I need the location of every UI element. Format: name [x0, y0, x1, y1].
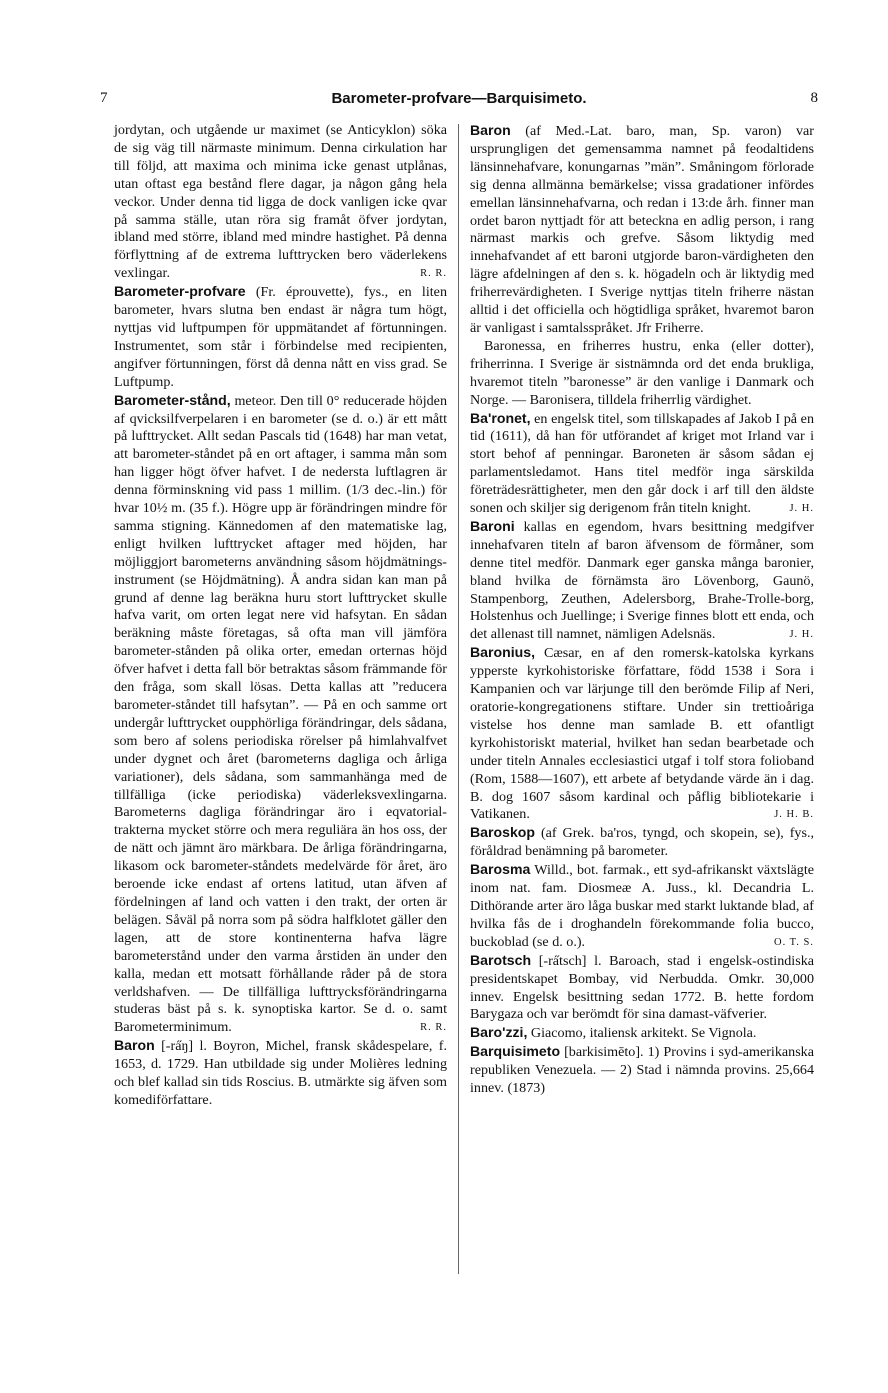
entry-paragraph [470, 122, 814, 338]
entry-paragraph [114, 392, 447, 1038]
entry-headword: Barotsch [470, 951, 532, 968]
right-page-number: 8 [810, 90, 818, 106]
author-signature: J. H. B. [774, 809, 814, 821]
entry-paragraph [114, 122, 447, 283]
entry-text: [-ra̋tsch] l. Baroach, stad i engelsk-ostindiska presidentskapet Bombay, vid Nerbudda. Omkr. 30,000 innev. Engelsk besittning sedan 1772. B. hette fordom Barygaza och var berömdt för sina damast-väfverier. [470, 952, 814, 1023]
entry-headword: Baroskop [470, 824, 536, 841]
entry-paragraph [470, 410, 814, 518]
page-header [100, 90, 818, 112]
entry-text: en engelsk titel, som tillskapades af Jakob I på en tid (1611), då han för utförandet af kriget mot Irland var i stort behof af penningar. Baroneten är såsom sådan ej parlamentsledamot. Hans titel medför inga särskilda företrädesrättigheter, men den går dock i arf till den äldste sonen och skiljer sig derigenom från titeln knight. [470, 410, 814, 517]
column-divider [458, 124, 459, 1274]
entry-paragraph [470, 644, 814, 824]
entry-paragraph [114, 283, 447, 391]
right-column [470, 122, 814, 1098]
author-signature: O. T. S. [774, 936, 814, 948]
entry-text: [barkisimēto]. 1) Provins i syd-amerikanska republiken Venezuela. — 2) Stad i nämnda provins. 25,664 innev. (1873) [470, 1044, 814, 1097]
entry-paragraph [470, 1024, 814, 1043]
entry-headword: Ba'ronet, [470, 409, 531, 426]
entry-paragraph [470, 861, 814, 952]
entry-headword: Baron [114, 1037, 155, 1054]
entry-paragraph [114, 1037, 447, 1110]
entry-text: kallas en egendom, hvars besittning medgifver innehafvaren titeln af baron äfvensom de förmåner, som denne titel medför. Danmark eger ganska många baronier, bland hvilka de förnämsta äro Lövenborg, Gaunö, Stampenborg, Zeuthen, Adelersborg, Brahe-Trolle-borg, Holstenhus och Juellinge; i Sverige finnes blott ett enda, och det allenast till namnet, nämligen Adelsnäs. [470, 518, 814, 643]
author-signature: R. R. [420, 268, 447, 280]
running-title: Barometer-profvare—Barquisimeto. [331, 90, 587, 107]
entry-paragraph [470, 1043, 814, 1098]
entry-paragraph [470, 952, 814, 1025]
entry-text: (Fr. éprouvette), fys., en liten barometer, hvars slutna ben endast är några tum högt, nyttjas vid luftpumpen för uppmätandet af förtunningen. Instrumentet, som står i förbindelse med recipienten, angifver förtunningen, först då denna nått en viss grad. Se Luftpump. [114, 284, 447, 390]
entry-paragraph [470, 824, 814, 861]
entry-text: [-ra̋ŋ] l. Boyron, Michel, fransk skådespelare, f. 1653, d. 1729. Han utbildade sig under Molières ledning och blef kallad sin tids Roscius. B. utmärkte sig äfven som komediförfattare. [114, 1038, 447, 1108]
entry-paragraph [470, 518, 814, 644]
entry-text: (af Med.-Lat. baro, man, Sp. varon) var ursprungligen det gemensamma namnet på feodaltidens länsinnehafvare, konungarnas ”män”. Småningom förlorade sig denna allmänna bemärkelse; vissa gradationer infördes emellan länsinnehafvarna, och redan i 13:de årh. finner man ordet baron nyttjadt för att beteckna en adlig person, i rang närmast markis och grefve. Såsom liktydig med innehafvandet af ett baroni utgjorde baron-värdigheten den lägre afdelningen af den s. k. högadeln och är liktydig med friherrevärdigheten. I Sverige nyttjas titeln friherre nästan alltid i det officiella och högtidliga språket, hvaremot baron är vanligast i samtalsspråket. Jfr Friherre. [470, 123, 814, 336]
entry-text: (af Grek. ba'ros, tyngd, och skopein, se), fys., föråldrad benämning på barometer. [470, 825, 814, 860]
entry-text: Giacomo, italiensk arkitekt. Se Vignola. [527, 1025, 757, 1042]
entry-headword: Baronius, [470, 644, 535, 661]
left-page-number: 7 [100, 90, 108, 106]
entry-headword: Baro'zzi, [470, 1024, 528, 1041]
entry-headword: Barometer-profvare [114, 283, 246, 300]
entry-headword: Barosma [470, 861, 531, 878]
entry-text: Willd., bot. farmak., ett syd-afrikanskt växtslägte inom nat. fam. Diosmeæ A. Juss., kl. Decandria L. Dithörande arter äro låga buskar med starkt luktande blad, af hvilka fås de i droghandeln förekommande folia bucco, buckoblad (se d. o.). [470, 862, 814, 950]
entry-text: jordytan, och utgående ur maximet (se Anticyklon) söka de sig väg till närmaste minimum. Denna cirkulation har till följd, att maxima och minima icke genast utplånas, utan oftast ega bestånd flere dagar, ja någon gång hela veckor. Under denna tid ligga de dock vanligen icke qvar på samma ställe, utan röra sig framåt öfver jordytan, ibland med större, ibland med mindre hastighet. På denna förflyttning af de extrema lufttrycken bero väderlekens vexlingar. [114, 122, 447, 282]
left-column [114, 122, 447, 1110]
author-signature: J. H. [789, 629, 814, 641]
entry-headword: Baron [470, 122, 511, 138]
entry-text: meteor. Den till 0° reducerade höjden af qvicksilfverpelaren i en barometer (se d. o.) är ett mått på lufttrycket. Allt sedan Pascals tid (1648) har man vetat, att barometer-ståndet på en ort aftager, i samma mån som han ligger högt öfver hafvet. I de nedersta luftlagren är denna förminskning vid pass 1 millim. (1/3 dec.-lin.) för hvar 10½ m. (35 f.). Högre upp är förändringen mindre för samma stigning. Kännedomen af den matematiske lag, enligt hvilken lufttrycket aftager med höjden, har möjliggjort barometerns användning såsom höjdmätnings-instrument (se Höjdmätning). Å andra sidan kan man på grund af denne lag beräkna huru stort lufttrycket skulle hafva varit, om orten legat nere vid hafsytan. En sådan beräkning måste företagas, så ofta man vill jämföra barometer-stånden på olika orter, emedan orternas höjd öfver hafvet i detta fall bör betraktas såsom främmande för den fråga, som skall lösas. Detta kallas att ”reducera barometer-ståndet till hafsytan”. — På en och samme ort undergår lufttrycket oupphörliga förändringar, dels sådana, som bero af solens periodiska rörelser på himlahvalfvet under dygnet och året (barometerns dagliga och årliga variationer), dels sådana, som sammanhänga med de tillfälliga (icke periodiska) väderleksvexlingarna. Barometerns dagliga förändringar äro i eqvatorial-trakterna mycket större och mera reguliära än hos oss, der de nätt och jämnt äro märkbara. De årliga förändringarna, likasom ock barometer-ståndets medelvärde för året, äro beroende icke endast af ortens latitud, utan äfven af fördelningen af land och vatten i den trakt, der orten är belägen. Såväl på norra som på södra halfklotet gäller den lagen, att de store kontinenterna hafva lägre barometerstånd under den varma årstiden än under den kalla, medan ett motsatt förhållande råder på de stora verldshafven. — De tillfälliga lufttrycksförändringarna studeras bäst på s. k. synoptiska kartor. Se d. o. samt Barometerminimum. [114, 392, 447, 1036]
entry-paragraph [470, 338, 814, 410]
entry-headword: Barometer-stånd, [114, 391, 231, 408]
entry-text: Baronessa, en friherres hustru, enka (eller dotter), friherrinna. I Sverige är sistnämnda ord det enda brukliga, hvaremot titeln ”baronesse” är den vanlige i Danmark och Norge. — Baronisera, tilldela friherrlig värdighet. [470, 337, 814, 408]
author-signature: R. R. [420, 1022, 447, 1034]
author-signature: J. H. [789, 503, 814, 515]
entry-headword: Baroni [470, 517, 515, 534]
entry-headword: Barquisimeto [470, 1043, 561, 1060]
entry-text: Cæsar, en af den romersk-katolska kyrkans ypperste kyrkohistoriske författare, född 1538 i Sora i Kampanien och var lärjunge till den berömde Filip af Neri, oratorie-kongregationens stiftare. Under sin trettioåriga vistelse hos denne man samlade B. ett ofantligt kyrkohistoriskt material, hvilket han sedan bearbetade och under titeln Annales ecclesiastici utgaf i tolf stora folioband (Rom, 1588—1607), ett arbete af betydande värde än i dag. B. dog 1607 såsom kardinal och påflig bibliotekarie i Vatikanen. [470, 645, 814, 823]
